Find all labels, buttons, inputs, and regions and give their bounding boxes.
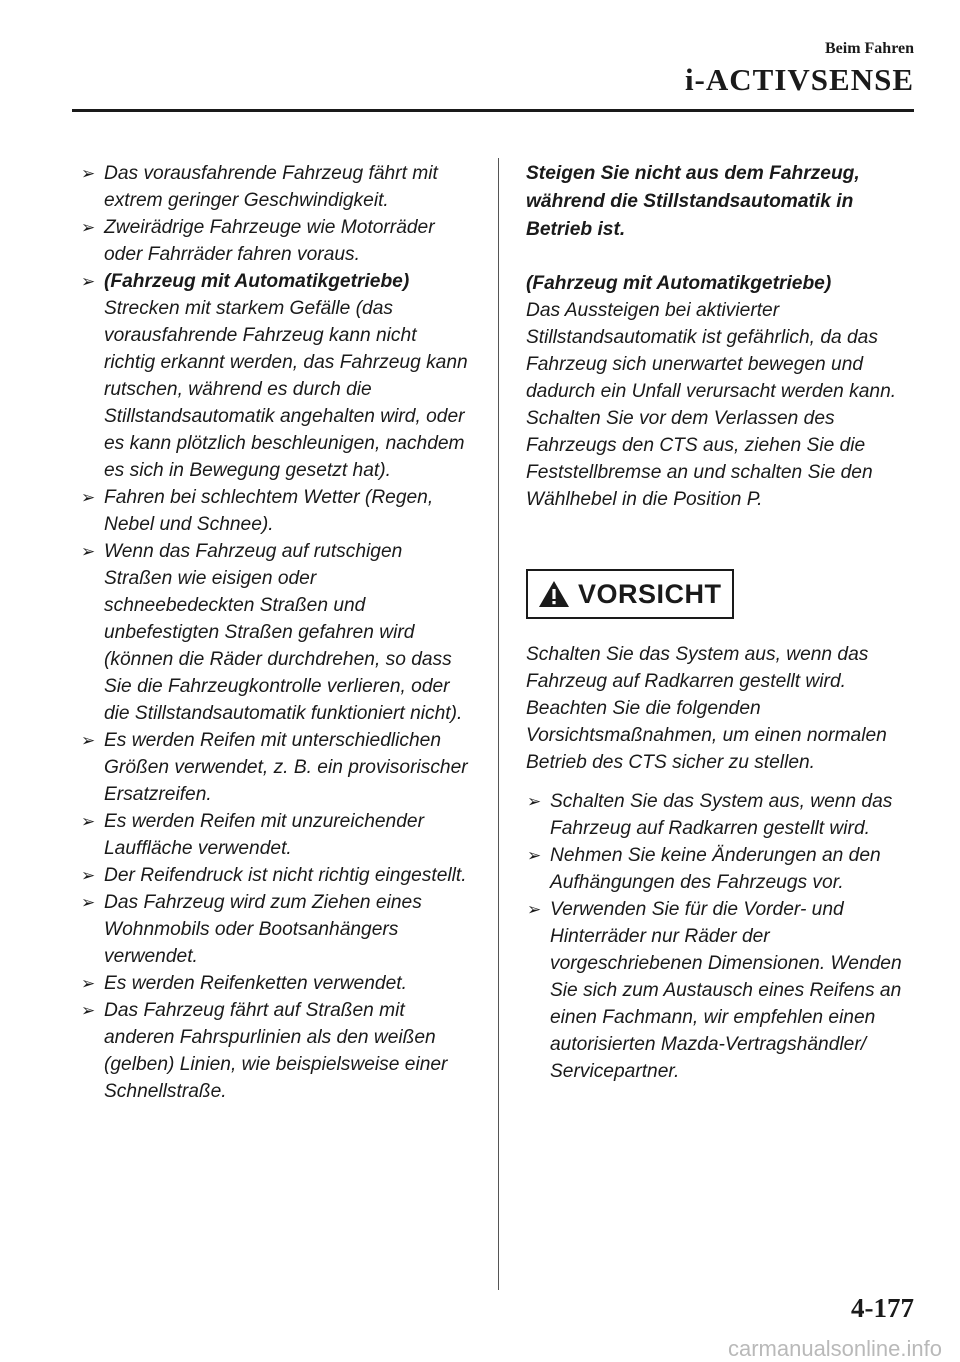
header-rule	[72, 109, 914, 112]
list-item-bold-label: (Fahrzeug mit Automatikgetriebe)	[104, 271, 410, 292]
caution-label-box	[526, 569, 734, 619]
caution-intro: Schalten Sie das System aus, wenn das Fahrzeug auf Radkarren gestellt wird. Beachten Sie die folgenden Vorsichtsmaßnahmen, um einen normalen Betrieb des CTS sicher zu stellen.	[526, 644, 887, 773]
arrow-right-icon: ➢	[527, 846, 542, 865]
arrow-right-icon: ➢	[81, 218, 96, 237]
section-title: i-ACTIVSENSE	[684, 62, 914, 97]
list-item: ➢ Es werden Reifen mit unzureichender Lauffläche verwendet.	[80, 808, 470, 862]
list-item: ➢ Zweirädrige Fahrzeuge wie Motorräder oder Fahrräder fahren voraus.	[80, 214, 470, 268]
list-item: ➢ Es werden Reifenketten verwendet.	[80, 970, 470, 997]
watermark: carmanualsonline.info	[727, 1336, 942, 1361]
arrow-right-icon: ➢	[81, 731, 96, 750]
arrow-right-icon: ➢	[81, 893, 96, 912]
page-number: 4-177	[851, 1293, 914, 1323]
list-item: ➢ Es werden Reifen mit unterschiedlichen Größen verwendet, z. B. ein provisorischer Ersatzreifen.	[80, 727, 470, 808]
arrow-right-icon: ➢	[81, 164, 96, 183]
arrow-right-icon: ➢	[81, 542, 96, 561]
list-item: ➢ Schalten Sie das System aus, wenn das Fahrzeug auf Radkarren gestellt wird.	[526, 788, 922, 842]
page-header	[685, 40, 914, 98]
chapter-title: Beim Fahren	[824, 40, 914, 57]
list-item: ➢ Das Fahrzeug wird zum Ziehen eines Wohnmobils oder Bootsanhängers verwendet.	[80, 889, 470, 970]
caution-bullet-list	[526, 788, 922, 1085]
list-item: ➢ Fahren bei schlechtem Wetter (Regen, Nebel und Schnee).	[80, 484, 470, 538]
arrow-right-icon: ➢	[81, 866, 96, 885]
warning-paragraph: (Fahrzeug mit Automatikgetriebe) Das Aussteigen bei aktivierter Stillstandsautomatik ist gefährlich, da das Fahrzeug sich unerwartet bewegen und dadurch ein Unfall verursacht werden kann. Schalten Sie vor dem Verlassen des Fahrzeugs den CTS aus, ziehen Sie die Feststellbremse an und schalten Sie den Wählhebel in die Position P.	[526, 270, 922, 513]
arrow-right-icon: ➢	[81, 272, 96, 291]
list-item: ➢ Verwenden Sie für die Vorder- und Hinterräder nur Räder der vorgeschriebenen Dimensionen. Wenden Sie sich zum Austausch eines Reifens an einen Fachmann, wir empfehlen einen autorisierten Mazda-Vertragshändler/ Servicepartner.	[526, 896, 922, 1085]
list-item: ➢ Das vorausfahrende Fahrzeug fährt mit extrem geringer Geschwindigkeit.	[80, 160, 470, 214]
left-column	[80, 160, 470, 1105]
arrow-right-icon: ➢	[527, 900, 542, 919]
warning-sub-label: (Fahrzeug mit Automatikgetriebe)	[526, 273, 832, 294]
list-item: ➢ Wenn das Fahrzeug auf rutschigen Straßen wie eisigen oder schneebedeckten Straßen und unbefestigten Straßen gefahren wird (können die Räder durchdrehen, so dass Sie die Fahrzeugkontrolle verlieren, oder die Stillstandsautomatik funktioniert nicht).	[80, 538, 470, 727]
arrow-right-icon: ➢	[527, 792, 542, 811]
arrow-right-icon: ➢	[81, 488, 96, 507]
arrow-right-icon: ➢	[81, 812, 96, 831]
caution-label: VORSICHT	[578, 578, 722, 609]
list-item: ➢ Das Fahrzeug fährt auf Straßen mit anderen Fahrspurlinien als den weißen (gelben) Linien, wie beispielsweise einer Schnellstraße.	[80, 997, 470, 1105]
warning-triangle-icon	[538, 580, 570, 608]
list-item: ➢ (Fahrzeug mit Automatikgetriebe) Strecken mit starkem Gefälle (das vorausfahrende Fahrzeug kann nicht richtig erkannt werden, das Fahrzeug kann rutschen, während es durch die Stillstandsautomatik angehalten wird, oder es kann plötzlich beschleunigen, nachdem es sich in Bewegung gesetzt hat).	[80, 268, 470, 484]
arrow-right-icon: ➢	[81, 1001, 96, 1020]
warning-title: Steigen Sie nicht aus dem Fahrzeug, während die Stillstandsautomatik in Betrieb ist.	[526, 163, 860, 240]
list-item: ➢ Nehmen Sie keine Änderungen an den Aufhängungen des Fahrzeugs vor.	[526, 842, 922, 896]
column-divider	[498, 158, 499, 1290]
arrow-right-icon: ➢	[81, 974, 96, 993]
list-item: ➢ Der Reifendruck ist nicht richtig eingestellt.	[80, 862, 470, 889]
left-bullet-list	[80, 160, 470, 1105]
right-column	[526, 160, 922, 1085]
